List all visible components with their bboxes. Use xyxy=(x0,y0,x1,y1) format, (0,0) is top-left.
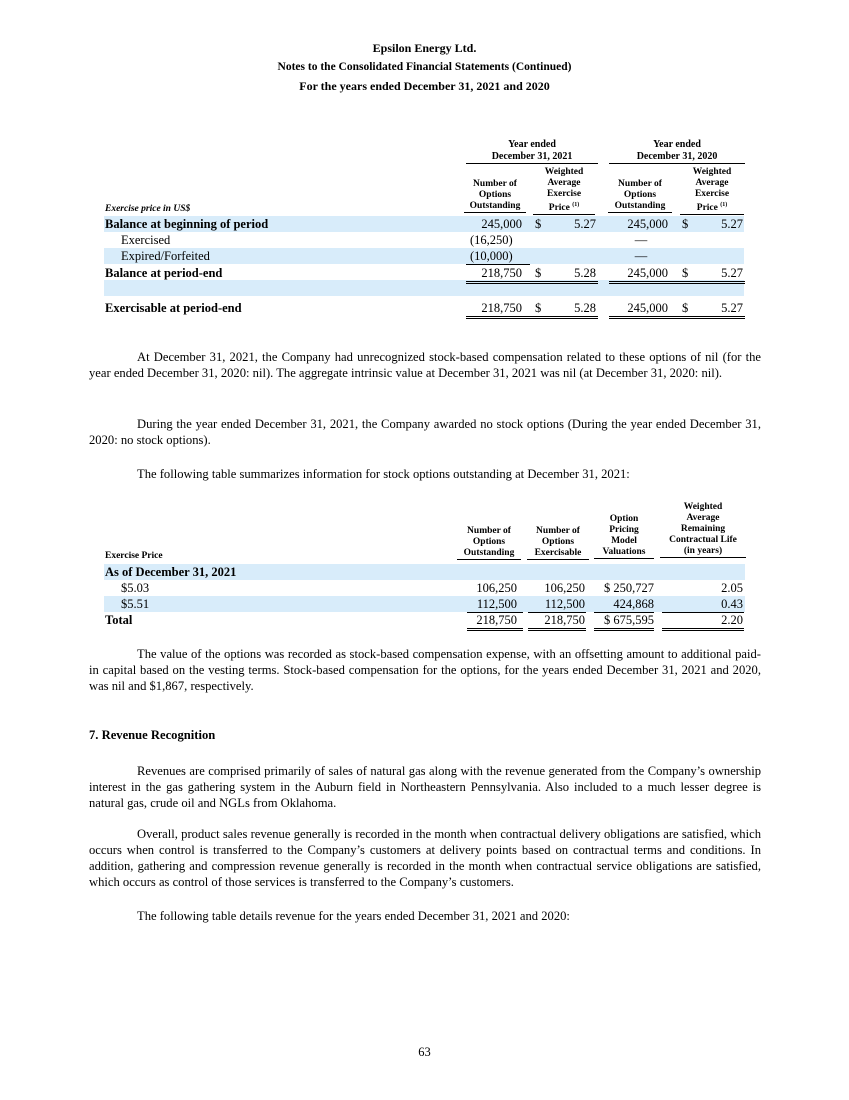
cell-life-total: 2.20 xyxy=(721,613,743,627)
cell-p2020-exercisable: 5.27 xyxy=(721,301,743,315)
cell-n2020-exercisable: 245,000 xyxy=(627,301,668,315)
cell-valuation-row2: 424,868 xyxy=(613,597,654,611)
cell-dollar: $ xyxy=(535,266,542,280)
row-label-period-end: Balance at period-end xyxy=(105,266,223,280)
cell-dollar: $ xyxy=(682,266,689,280)
cell-p2021-period-end: 5.28 xyxy=(574,266,596,280)
col-number-2021: Number of Options Outstanding xyxy=(464,179,526,213)
cell-valuation-row1: $ 250,727 xyxy=(604,581,654,595)
cell-outstanding-row1: 106,250 xyxy=(476,581,517,595)
cell-exercisable-total: 218,750 xyxy=(544,613,585,627)
cell-n2020-beginning: 245,000 xyxy=(627,217,668,231)
cell-outstanding-total: 218,750 xyxy=(476,613,517,627)
col-number-2020: Number of Options Outstanding xyxy=(608,179,672,213)
cell-n2021-period-end: 218,750 xyxy=(481,266,522,280)
cell-p2020-beginning: 5.27 xyxy=(721,217,743,231)
paragraph-table-intro: The following table summarizes information for stock options outstanding at December 31, 2021: xyxy=(137,467,630,481)
col-exercise-price: Exercise Price xyxy=(105,551,163,561)
cell-n2021-exercised: (16,250) xyxy=(470,233,513,247)
row-label-header: Exercise price in US$ xyxy=(105,204,191,214)
cell-dollar: $ xyxy=(682,217,689,231)
cell-price-row1: $5.03 xyxy=(121,581,150,595)
cell-p2021-beginning: 5.27 xyxy=(574,217,596,231)
cell-dollar: $ xyxy=(535,217,542,231)
row-label-exercised: Exercised xyxy=(121,233,171,247)
paragraph-revenue-table-intro: The following table details revenue for the years ended December 31, 2021 and 2020: xyxy=(137,909,570,923)
col-weighted-price-2021: Weighted Average Exercise Price $^{(1)}$ xyxy=(533,167,595,215)
document-subtitle: Notes to the Consolidated Financial Statements (Continued) xyxy=(277,61,572,73)
document-period: For the years ended December 31, 2021 and 2020 xyxy=(299,79,550,93)
cell-exercisable-row2: 112,500 xyxy=(544,597,585,611)
cell-n2020-period-end: 245,000 xyxy=(627,266,668,280)
paragraph-value-recorded: The value of the options was recorded as stock-based compensation expense, with an offsetting amount to additional paid-in capital based on the vesting terms. Stock-based compensation for the options, for the years ended December 31, 2021 and 2020, was nil and $1,867, respectively. xyxy=(89,647,761,693)
col-options-exercisable: Number of Options Exercisable xyxy=(527,526,589,560)
col-weighted-price-2020: Weighted Average Exercise Price $^{(1)}$ xyxy=(680,167,744,215)
cell-life-row2: 0.43 xyxy=(721,597,743,611)
total-label: Total xyxy=(105,613,133,627)
page-number: 63 xyxy=(418,1045,431,1059)
section-as-of: As of December 31, 2021 xyxy=(105,565,237,579)
cell-n2021-exercisable: 218,750 xyxy=(481,301,522,315)
row-label-beginning: Balance at beginning of period xyxy=(105,217,269,231)
row-label-exercisable: Exercisable at period-end xyxy=(105,301,242,315)
group-2021-line1: Year ended xyxy=(508,139,556,150)
cell-life-row1: 2.05 xyxy=(721,581,743,595)
cell-p2021-exercisable: 5.28 xyxy=(574,301,596,315)
cell-n2021-beginning: 245,000 xyxy=(481,217,522,231)
paragraph-no-awards: During the year ended December 31, 2021, the Company awarded no stock options (During the year ended December 31, 2020: no stock options). xyxy=(89,417,761,447)
cell-price-row2: $5.51 xyxy=(121,597,150,611)
cell-p2020-period-end: 5.27 xyxy=(721,266,743,280)
paragraph-unrecognized-comp: At December 31, 2021, the Company had unrecognized stock-based compensation related to these options of nil (for the year ended December 31, 2020: nil). The aggregate intrinsic value at December 31, 2021 was nil (at December 31, 2020: nil). xyxy=(89,350,761,380)
col-options-outstanding: Number of Options Outstanding xyxy=(457,526,521,560)
section-heading-revenue: 7. Revenue Recognition xyxy=(89,728,216,742)
group-2021-line2: December 31, 2021 xyxy=(491,151,573,162)
company-name: Epsilon Energy Ltd. xyxy=(372,41,477,55)
cell-valuation-total: $ 675,595 xyxy=(604,613,654,627)
col-remaining-life: Weighted Average Remaining Contractual Life (in years) xyxy=(660,502,746,558)
cell-n2020-expired: — xyxy=(634,249,648,263)
col-pricing-valuations: Option Pricing Model Valuations xyxy=(594,514,654,559)
cell-n2021-expired: (10,000) xyxy=(470,249,513,263)
cell-outstanding-row2: 112,500 xyxy=(476,597,517,611)
group-2020-line1: Year ended xyxy=(653,139,701,150)
row-label-expired: Expired/Forfeited xyxy=(121,249,210,263)
cell-n2020-exercised: — xyxy=(634,233,648,247)
paragraph-revenues: Revenues are comprised primarily of sales of natural gas along with the revenue generated from the Company’s ownership interest in the gas gathering system in the Auburn field in Northeastern Pennsylvania. Also included to a much lesser degree is natural gas, crude oil and NGLs from Oklahoma. xyxy=(89,764,761,810)
cell-exercisable-row1: 106,250 xyxy=(544,581,585,595)
cell-dollar: $ xyxy=(682,301,689,315)
group-2020-line2: December 31, 2020 xyxy=(636,151,718,162)
cell-dollar: $ xyxy=(535,301,542,315)
paragraph-product-sales: Overall, product sales revenue generally is recorded in the month when contractual delivery obligations are satisfied, which occurs when control is transferred to the Company’s customers at delivery points based on contractual terms and conditions. In addition, gathering and compression revenue generally is recorded in the month when contractual service obligations are satisfied, which occurs as control of those services is transferred to the Company’s customers. xyxy=(89,827,761,889)
